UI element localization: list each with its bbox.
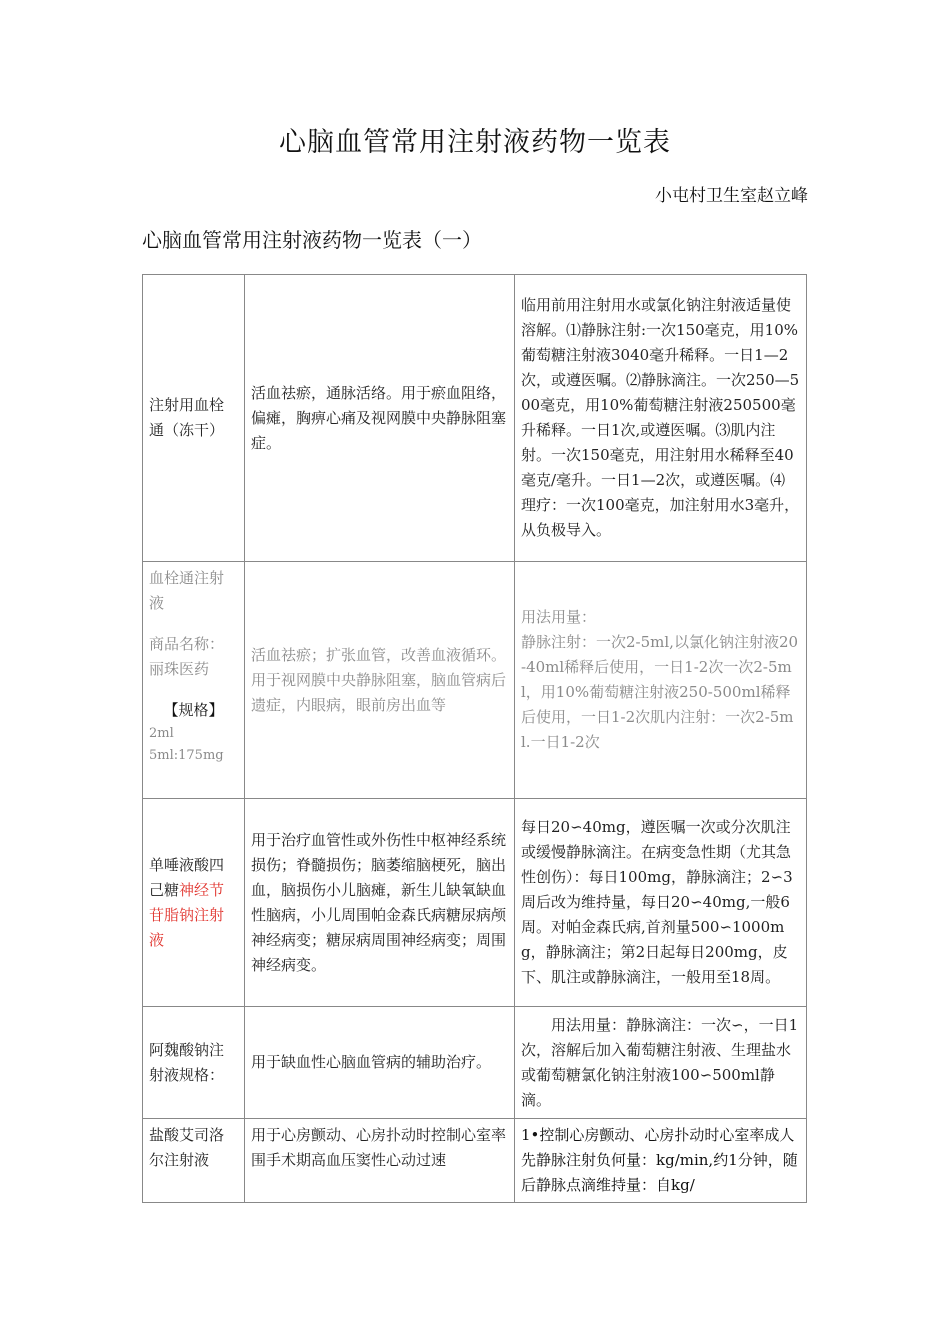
drug-name: 盐酸艾司洛尔注射液 [149, 1126, 225, 1169]
indication-cell [245, 1119, 515, 1203]
indication-cell [245, 275, 515, 562]
table-row [143, 275, 807, 562]
dosage-cell [515, 1119, 807, 1203]
table-row [143, 1007, 807, 1119]
drug-indication: 用于心房颤动、心房扑动时控制心室率围手术期高血压窦性心动过速 [251, 1126, 507, 1169]
drug-name-cell [143, 275, 245, 562]
indication-cell [245, 799, 515, 1007]
drug-dosage: 1•控制心房颤动、心房扑动时心室率成人先静脉注射负何量：kg/min,约1分钟，随后静脉点滴维持量：自kg/ [521, 1126, 798, 1194]
spec-value: 2ml [149, 726, 174, 741]
dosage-cell [515, 275, 807, 562]
drug-indication: 用于治疗血管性或外伤性中枢神经系统损伤；脊髓损伤；脑萎缩脑梗死，脑出血，脑损伤小儿脑瘫，新生儿缺氧缺血性脑病，小儿周围帕金森氏病糖尿病颅神经病变；糖尿病周围神经病变；周围神经病变。 [251, 830, 507, 974]
dosage-label: 用法用量： [521, 608, 597, 626]
drug-indication: 用于缺血性心脑血管病的辅助治疗。 [251, 1053, 492, 1071]
drug-name: 阿魏酸钠注射液规格： [149, 1040, 225, 1084]
drug-dosage: 静脉注射：一次2-5ml,以氯化钠注射液20-40ml稀释后使用，一日1-2次一次2-5ml，用10%葡萄糖注射液250-500ml稀释后使用，一日1-2次肌内注射：一次2-5ml.一日1-2次 [521, 633, 799, 751]
dosage-cell [515, 562, 807, 799]
spec-value: 5ml:175mg [149, 748, 224, 763]
drug-dosage: 临用前用注射用水或氯化钠注射液适量使溶解。⑴静脉注射:一次150毫克，用10%葡萄糖注射液3040毫升稀释。一日1—2次，或遵医嘱。⑵静脉滴注。一次250—500毫克，用10%葡萄糖注射液250500毫升稀释。一日1次,或遵医嘱。⑶肌内注射。一次150毫克，用注射用水稀释至40毫克/毫升。一日1—2次，或遵医嘱。⑷理疗：一次100毫克，加注射用水3毫升，从负极导入。 [521, 296, 800, 539]
table-row [143, 799, 807, 1007]
drug-dosage: 用法用量：静脉滴注：一次∽，一日1次，溶解后加入葡萄糖注射液、生理盐水或葡萄糖氯化钠注射液100∽500ml静滴。 [521, 1015, 799, 1109]
table-row [143, 1119, 807, 1203]
drug-name-cell [143, 1119, 245, 1203]
drug-indication: 活血祛瘀；扩张血管，改善血液循环。用于视网膜中央静脉阻塞，脑血管病后遗症，内眼病，眼前房出血等 [251, 645, 507, 714]
author-line: 小屯村卫生室赵立峰 [655, 186, 808, 206]
drug-name: 血栓通注射液 [149, 569, 225, 612]
drug-dosage: 每日20∽40mg，遵医嘱一次或分次肌注或缓慢静脉滴注。在病变急性期（尤其急性创伤）：每日100mg，静脉滴注；2∽3周后改为维持量，每日20∽40mg,一般6周。对帕金森氏病,首剂量500∽1000mg，静脉滴注；第2日起每日200mg，皮下、肌注或静脉滴注，一般用至18周。 [521, 818, 793, 986]
spec-label: 【规格】 [163, 701, 224, 719]
indication-cell [245, 1007, 515, 1119]
dosage-cell [515, 799, 807, 1007]
indication-cell [245, 562, 515, 799]
drug-name: 注射用血栓通（冻干） [149, 396, 225, 439]
drug-name-cell [143, 1007, 245, 1119]
drug-name-cell [143, 799, 245, 1007]
table-subtitle: 心脑血管常用注射液药物一览表（一） [142, 228, 482, 252]
drug-table [142, 274, 807, 1203]
drug-name: 单唾液酸四己糖 [149, 855, 225, 899]
drug-name-cell [143, 562, 245, 799]
table-row [143, 562, 807, 799]
trade-name: 商品名称：丽珠医药 [149, 635, 225, 678]
drug-name-highlight: 神经节苷脂钠注射液 [149, 880, 225, 949]
document-title: 心脑血管常用注射液药物一览表 [279, 127, 671, 158]
dosage-cell [515, 1007, 807, 1119]
drug-indication: 活血祛瘀，通脉活络。用于瘀血阻络，偏瘫，胸痹心痛及视网膜中央静脉阻塞症。 [251, 383, 507, 452]
